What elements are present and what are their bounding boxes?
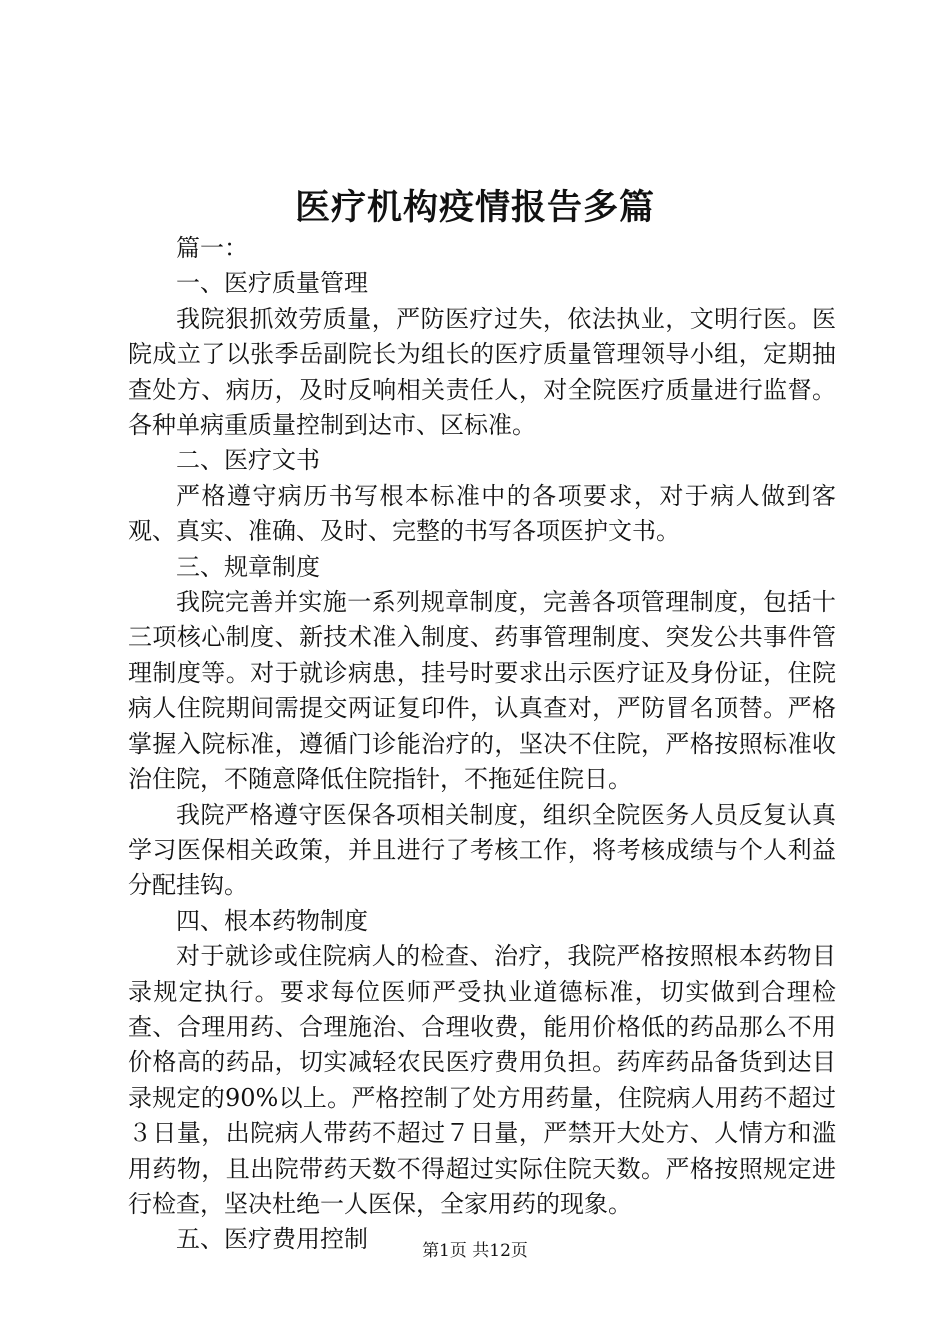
heading-rules: 三、规章制度 <box>176 552 320 581</box>
paragraph-essential-drugs: 对于就诊或住院病人的检查、治疗，我院严格按照根本药物目录规定执行。要求每位医师严受执业道德标准，切实做到合理检查、合理用药、合理施治、合理收费，能用价格低的药品那么不用价格高的药品，切实减轻农民医疗费用负担。药库药品备货到达目录规定的90%以上。严格控制了处方用药量，住院病人用药不超过３日量，出院病人带药不超过７日量，严禁开大处方、人情方和滥用药物，且出院带药天数不得超过实际住院天数。严格按照规定进行检查，坚决杜绝一人医保，全家用药的现象。 <box>128 942 836 1218</box>
document-title: 医疗机构疫情报告多篇 <box>294 187 655 228</box>
paragraph-rules: 我院完善并实施一系列规章制度，完善各项管理制度，包括十三项核心制度、新技术准入制度、药事管理制度、突发公共事件管理制度等。对于就诊病患，挂号时要求出示医疗证及身份证，住院病人住院期间需提交两证复印件，认真查对，严防冒名顶替。严格掌握入院标准，遵循门诊能治疗的，坚决不住院，严格按照标准收治住院，不随意降低住院指针，不拖延住院日。 <box>128 588 836 794</box>
paragraph-medical-quality: 我院狠抓效劳质量，严防医疗过失，依法执业，文明行医。医院成立了以张季岳副院长为组长的医疗质量管理领导小组，定期抽查处方、病历，及时反响相关责任人，对全院医疗质量进行监督。各种单病重质量控制到达市、区标准。 <box>128 304 836 440</box>
heading-essential-drugs: 四、根本药物制度 <box>176 906 368 935</box>
paragraph-medical-documents: 严格遵守病历书写根本标准中的各项要求，对于病人做到客观、真实、准确、及时、完整的书写各项医护文书。 <box>128 481 836 546</box>
paragraph-insurance: 我院严格遵守医保各项相关制度，组织全院医务人员反复认真学习医保相关政策，并且进行了考核工作，将考核成绩与个人利益分配挂钩。 <box>128 800 836 900</box>
page-footer: 第1页 共12页 <box>422 1241 528 1261</box>
section-label-part-one: 篇一： <box>176 234 248 262</box>
heading-cost-control: 五、医疗费用控制 <box>176 1225 368 1254</box>
document-body <box>128 231 836 1258</box>
heading-medical-quality: 一、医疗质量管理 <box>176 269 368 298</box>
heading-medical-documents: 二、医疗文书 <box>176 446 320 475</box>
